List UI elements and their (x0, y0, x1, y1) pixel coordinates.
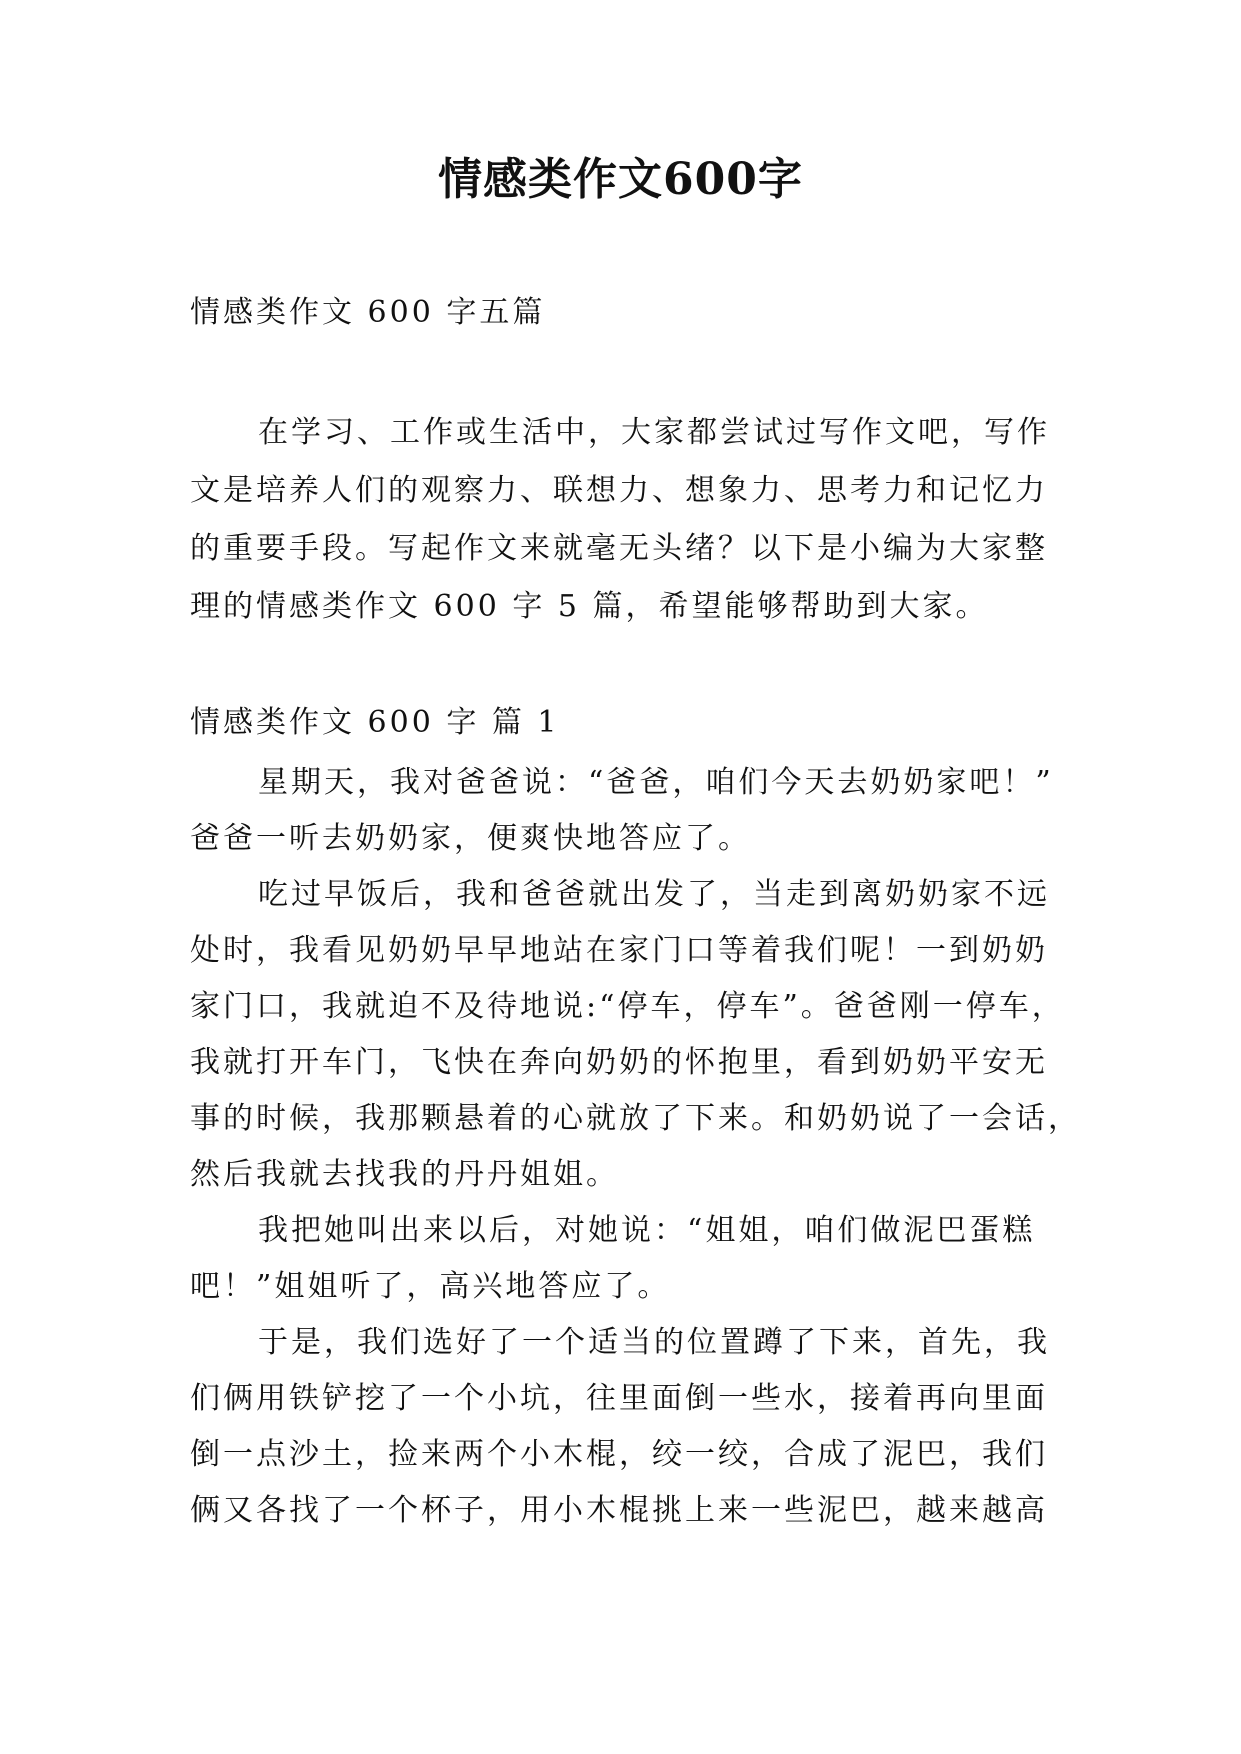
story-paragraph (190, 867, 1081, 1203)
story-line: 星期天，我对爸爸说：“爸爸，咱们今天去奶奶家吧！” (258, 765, 1054, 800)
document-subtitle: 情感类作文 600 字五篇 (190, 295, 546, 330)
document-title: 情感类作文600字 (438, 154, 803, 205)
story-line: 吃过早饭后，我和爸爸就出发了，当走到离奶奶家不远 (258, 877, 1050, 912)
story-line: 家门口，我就迫不及待地说:“停车，停车”。爸爸刚一停车， (190, 989, 1065, 1024)
intro-paragraph (190, 404, 1050, 636)
intro-line: 的重要手段。写起作文来就毫无头绪？以下是小编为大家整 (190, 531, 1048, 566)
story-line: 事的时候，我那颗悬着的心就放了下来。和奶奶说了一会话， (190, 1101, 1081, 1136)
story-line: 然后我就去找我的丹丹姐姐。 (190, 1157, 619, 1192)
intro-line: 文是培养人们的观察力、联想力、想象力、思考力和记忆力 (190, 473, 1048, 508)
intro-line: 理的情感类作文 600 字 5 篇，希望能够帮助到大家。 (190, 589, 989, 624)
story-line: 俩又各找了一个杯子，用小木棍挑上来一些泥巴，越来越高 (190, 1493, 1048, 1528)
story-paragraph (190, 1315, 1050, 1539)
story-paragraph (190, 755, 1054, 867)
story-paragraph (190, 1203, 1050, 1315)
intro-line: 在学习、工作或生活中，大家都尝试过写作文吧，写作 (258, 415, 1050, 450)
story-line: 我把她叫出来以后，对她说：“姐姐，咱们做泥巴蛋糕 (258, 1213, 1036, 1248)
section-heading: 情感类作文 600 字 篇 1 (190, 705, 560, 740)
story-line: 于是，我们选好了一个适当的位置蹲了下来，首先，我 (258, 1325, 1050, 1360)
story-line: 处时，我看见奶奶早早地站在家门口等着我们呢！一到奶奶 (190, 933, 1048, 968)
story-line: 倒一点沙土，捡来两个小木棍，绞一绞，合成了泥巴，我们 (190, 1437, 1048, 1472)
story-line: 我就打开车门，飞快在奔向奶奶的怀抱里，看到奶奶平安无 (190, 1045, 1048, 1080)
story-line: 们俩用铁铲挖了一个小坑，往里面倒一些水，接着再向里面 (190, 1381, 1048, 1416)
story-line: 爸爸一听去奶奶家，便爽快地答应了。 (190, 821, 751, 856)
story-line: 吧！”姐姐听了，高兴地答应了。 (190, 1269, 671, 1304)
